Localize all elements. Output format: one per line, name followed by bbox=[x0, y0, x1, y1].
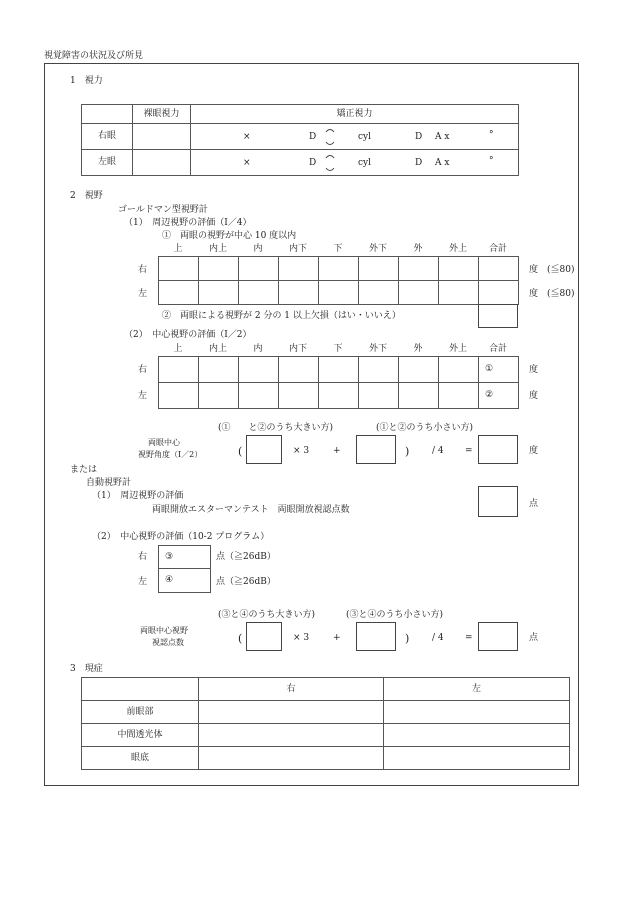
naked-acuity-left[interactable] bbox=[133, 150, 191, 176]
corrected-acuity-right[interactable]: × D cyl D A x ° bbox=[191, 124, 519, 150]
col-left: 左 bbox=[384, 678, 570, 701]
row-label: 中間透光体 bbox=[82, 724, 199, 747]
row-label: 眼底 bbox=[82, 747, 199, 770]
formula1-smaller-input[interactable] bbox=[356, 435, 396, 464]
acuity-table bbox=[81, 104, 519, 176]
central-title: （2） 中心視野の評価（Ⅰ／2） bbox=[124, 330, 252, 340]
section-1-heading: 1 視力 bbox=[70, 76, 103, 86]
goldmann-label: ゴールドマン型視野計 bbox=[118, 205, 208, 215]
row-label: 右眼 bbox=[82, 124, 133, 150]
formula2-smaller-input[interactable] bbox=[356, 622, 396, 651]
formula2-result[interactable] bbox=[478, 622, 518, 651]
auto-central-title: （2） 中心視野の評価（10-2 プログラム） bbox=[92, 532, 270, 542]
col-naked: 裸眼視力 bbox=[133, 105, 191, 124]
auto-peripheral-title: （1） 周辺視野の評価 bbox=[92, 491, 184, 501]
or-label: または bbox=[70, 465, 98, 475]
auto-perimeter-label: 自動視野計 bbox=[86, 478, 132, 488]
section-2-heading: 2 視野 bbox=[70, 191, 103, 201]
bracket-arc-icon bbox=[324, 152, 336, 174]
esterman-input[interactable] bbox=[478, 486, 518, 517]
row-label: 前眼部 bbox=[82, 701, 199, 724]
row-label: 左眼 bbox=[82, 150, 133, 176]
peripheral-grid bbox=[158, 256, 519, 305]
section-3-heading: 3 現症 bbox=[70, 664, 103, 674]
formula1-result[interactable] bbox=[478, 435, 518, 464]
peripheral-title: （1） 周辺視野の評価（Ⅰ／4） bbox=[124, 218, 252, 228]
formula2-larger-input[interactable] bbox=[246, 622, 282, 651]
auto-central-grid: ③ ④ bbox=[158, 545, 211, 593]
col-corrected: 矯正視力 bbox=[191, 105, 519, 124]
peripheral-note-2: ② 両眼による視野が 2 分の 1 以上欠損（はい・いいえ） bbox=[162, 311, 401, 321]
bracket-arc-icon bbox=[324, 126, 336, 148]
naked-acuity-right[interactable] bbox=[133, 124, 191, 150]
peripheral-note-1: ① 両眼の視野が中心 10 度以内 bbox=[162, 231, 297, 241]
central-grid: ① ② bbox=[158, 356, 519, 409]
col-right: 右 bbox=[199, 678, 384, 701]
formula1-larger-input[interactable] bbox=[246, 435, 282, 464]
esterman-desc: 両眼開放エスターマンテスト 両眼開放視認点数 bbox=[152, 505, 350, 515]
findings-table bbox=[81, 677, 570, 770]
note-2-box[interactable] bbox=[478, 304, 518, 328]
corrected-acuity-left[interactable]: × D cyl D A x ° bbox=[191, 150, 519, 176]
page-title: 視覚障害の状況及び所見 bbox=[44, 51, 144, 61]
